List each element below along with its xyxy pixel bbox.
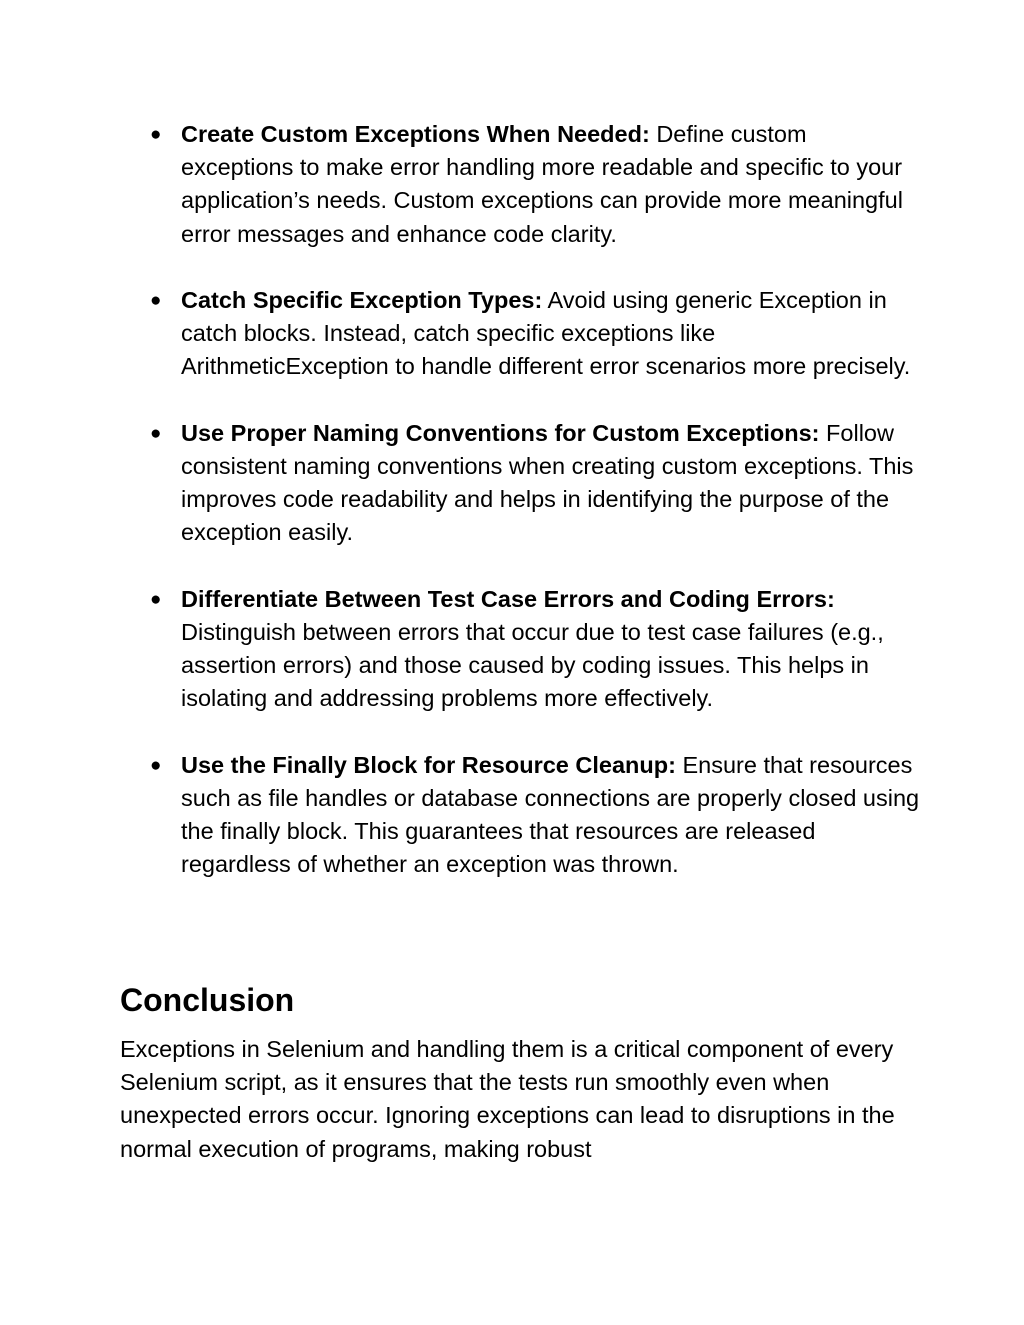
list-item-lead: Use the Finally Block for Resource Cleanup: bbox=[181, 751, 676, 778]
list-item-body: Follow consistent naming conventions when creating custom exceptions. This improves code readability and helps in identifying the purpose of the exception easily. bbox=[181, 419, 914, 546]
list-item-body: Define custom exceptions to make error handling more readable and specific to your application’s needs. Custom exceptions can provide more meaningful error messages and enhance code clarity. bbox=[181, 121, 903, 247]
bullet-icon: ● bbox=[150, 290, 162, 311]
list-item-body: Avoid using generic Exception in catch blocks. Instead, catch specific exceptions like ArithmeticException to handle different error scenarios more precisely. bbox=[181, 287, 911, 380]
bullet-icon: ● bbox=[150, 422, 162, 444]
list-item bbox=[120, 749, 920, 882]
bullet-icon: ● bbox=[150, 754, 162, 776]
list-item-lead: Use Proper Naming Conventions for Custom Exceptions: bbox=[181, 419, 820, 446]
list-item-lead: Create Custom Exceptions When Needed: bbox=[181, 121, 650, 147]
list-item-body: Distinguish between errors that occur due to test case failures (e.g., assertion errors) and those caused by coding issues. This helps in isolating and addressing problems more effectively. bbox=[181, 619, 884, 712]
list-item-lead: Catch Specific Exception Types: bbox=[181, 287, 543, 313]
list-item bbox=[120, 583, 920, 716]
conclusion-heading: Conclusion bbox=[120, 982, 295, 1018]
list-item bbox=[120, 118, 920, 251]
list-item-body: Ensure that resources such as file handles or database connections are properly closed using the finally block. This guarantees that resources are released regardless of whether an exception was thrown. bbox=[181, 751, 920, 878]
bullet-icon: ● bbox=[150, 124, 162, 145]
list-item bbox=[120, 284, 920, 384]
conclusion-paragraph: Exceptions in Selenium and handling them is a critical component of every Selenium script, as it ensures that the tests run smoothly even when unexpected errors occur. Ignoring exceptions can lead to disruptions in the normal execution of programs, making robust bbox=[120, 1036, 895, 1162]
list-item bbox=[120, 417, 920, 550]
list-item-lead: Differentiate Between Test Case Errors and Coding Errors: bbox=[181, 585, 835, 612]
best-practices-list bbox=[120, 118, 920, 915]
bullet-icon: ● bbox=[150, 588, 162, 610]
